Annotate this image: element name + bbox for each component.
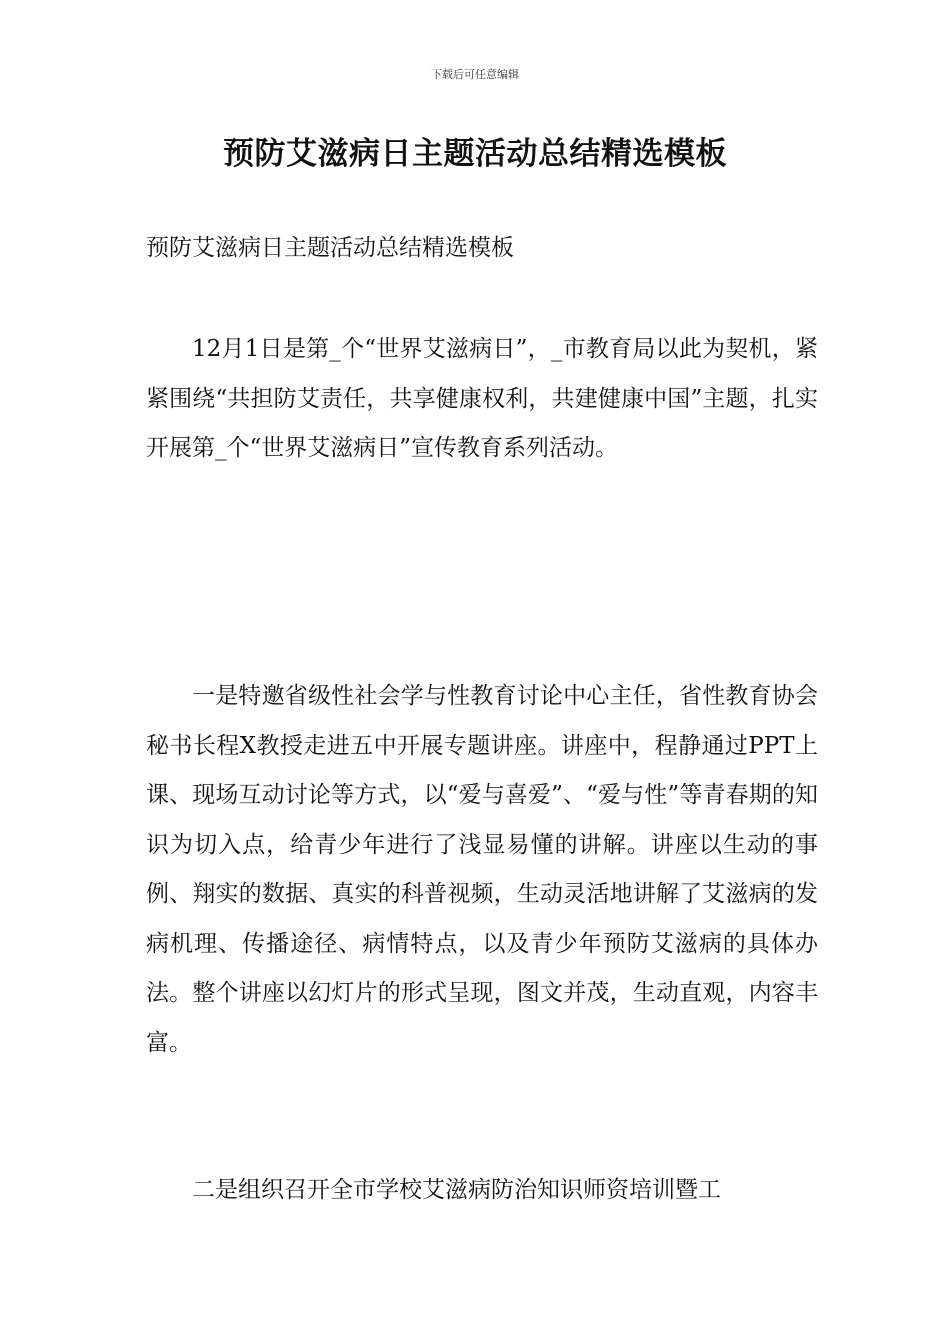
document-subtitle: 预防艾滋病日主题活动总结精选模板 [146,235,514,261]
paragraph-training: 二是组织召开全市学校艾滋病防治知识师资培训暨工 [192,1177,721,1203]
paragraph-intro: 12月1日是第_个“世界艾滋病日”，_市教育局以此为契机，紧紧围绕“共担防艾责任，共享健康权利，共建健康中国”主题，扎实开展第_个“世界艾滋病日”宣传教育系列活动。 [146,336,818,461]
header-note: 下载后可任意编辑 [431,68,519,81]
paragraph-lecture: 一是特邀省级性社会学与性教育讨论中心主任，省性教育协会秘书长程X教授走进五中开展专题讲座。讲座中，程静通过PPT上课、现场互动讨论等方式，以“爱与喜爱”、“爱与性”等青春期的知识为切入点，给青少年进行了浅显易懂的讲解。讲座以生动的事例、翔实的数据、真实的科普视频，生动灵活地讲解了艾滋病的发病机理、传播途径、病情特点，以及青少年预防艾滋病的具体办法。整个讲座以幻灯片的形式呈现，图文并茂，生动直观，内容丰富。 [146,683,818,1056]
document-title: 预防艾滋病日主题活动总结精选模板 [223,136,727,172]
